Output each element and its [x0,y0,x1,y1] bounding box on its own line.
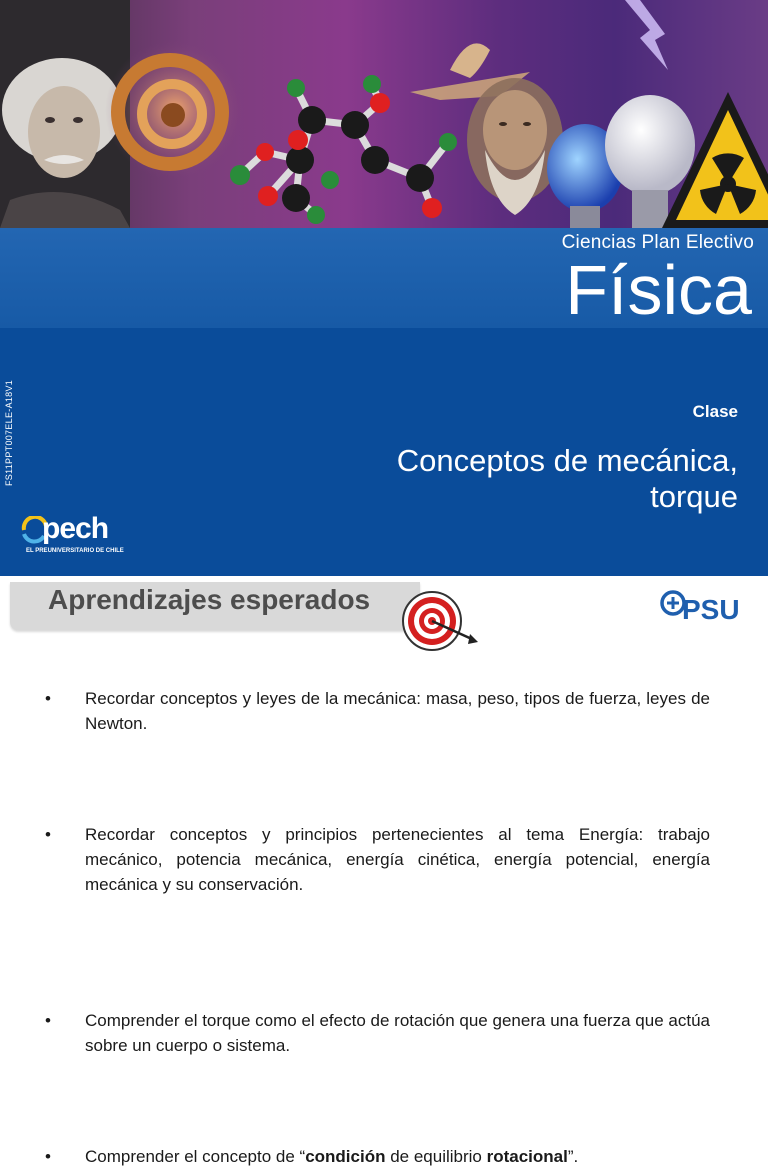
objectives-heading: Aprendizajes esperados [48,584,371,615]
lightning-icon [625,0,668,70]
objectives-slide [0,576,768,1166]
objectives-list [45,686,710,1166]
target-arrow-icon [400,584,480,656]
science-collage-banner [0,0,768,228]
molecule-model-icon [230,75,457,224]
da-vinci-portrait-icon [467,78,563,215]
objective-text-pre: Comprender el concepto de “ [85,1147,306,1166]
title-slide [0,0,768,576]
psu-logo-text: PSU [682,594,740,624]
objective-text-bold-rotacional: rotacional [486,1147,568,1166]
objective-item: • Recordar conceptos y leyes de la mecánica: masa, peso, tipos de fuerza, leyes de Newton. [45,686,710,736]
document-code: FS11PPT007ELE-A18V1 [4,379,14,486]
course-title: Física [565,251,752,329]
objective-text-mid: de equilibrio [385,1147,487,1166]
lesson-title-line-2: torque [650,479,738,514]
objective-text-post: ”. [567,1147,579,1166]
psu-logo-mark-icon [658,584,754,624]
lesson-title [318,443,738,515]
objective-item: • Comprender el torque como el efecto de rotación que genera una fuerza que actúa sobre un cuerpo o sistema. [45,1008,710,1058]
course-subtitle: Ciencias Plan Electivo [561,232,754,253]
pech-logo-word: pech [42,512,109,545]
objective-text-bold-condicion: condición [305,1147,386,1166]
collage-artwork [0,0,768,228]
pech-logo-tagline: EL PREUNIVERSITARIO DE CHILE [26,548,124,554]
clase-label: Clase [692,402,738,421]
pech-logo [20,512,130,562]
spiral-staircase-icon [105,40,245,180]
psu-logo [658,584,754,624]
lesson-title-line-1: Conceptos de mecánica, [396,443,738,478]
objective-item: • Recordar conceptos y principios pertenecientes al tema Energía: trabajo mecánico, potencia mecánica, energía cinética, energía potencial, energía mecánica y su conservación. [45,822,710,897]
objective-item [45,1144,710,1169]
